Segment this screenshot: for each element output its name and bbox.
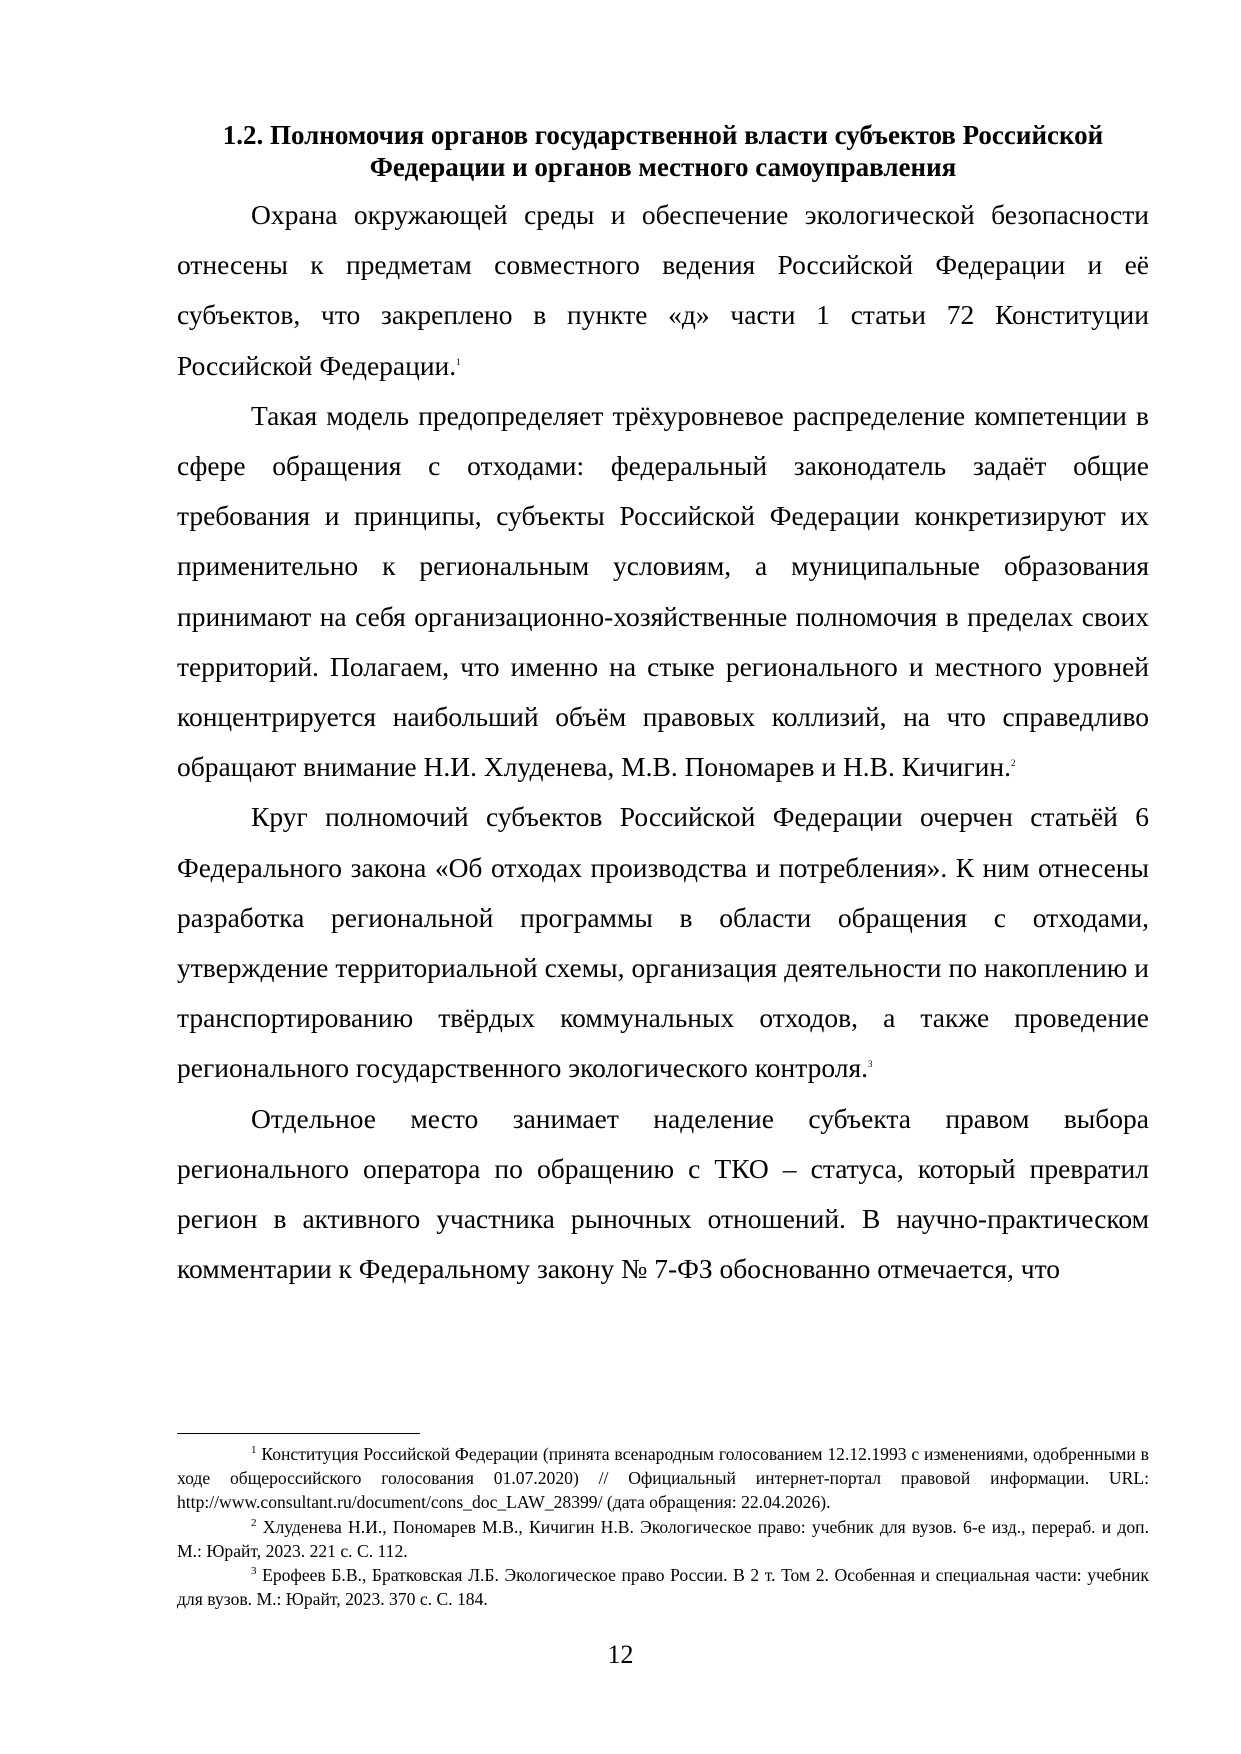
footnote-3 bbox=[177, 1563, 1149, 1611]
paragraph-4 bbox=[177, 1094, 1149, 1295]
footnote-ref-2: 2 bbox=[1010, 758, 1016, 769]
paragraph-text: Охрана окружающей среды и обеспечение экологической безопасности отнесены к предметам совместного ведения Российской Федерации и её субъектов, что закреплено в пункте «д» части 1 статьи 72 Конституции Российской Федерации. bbox=[177, 199, 1149, 381]
section-heading-line-2: Федерации и органов местного самоуправления bbox=[369, 152, 957, 182]
section-heading bbox=[170, 119, 1156, 183]
paragraph-text: Круг полномочий субъектов Российской Федерации очерчен статьёй 6 Федерального закона «Об отходах производства и потребления». К ним отнесены разработка региональной программы в области обращения с отходами, утверждение территориальной схемы, организация деятельности по накоплению и транспортированию твёрдых коммунальных отходов, а также проведение регионального государственного экологического контроля. bbox=[177, 801, 1149, 1084]
footnote-number: 3 bbox=[251, 1565, 257, 1578]
footnotes bbox=[177, 1442, 1149, 1611]
footnote-number: 2 bbox=[251, 1516, 257, 1529]
footnote-text: Ерофеев Б.В., Братковская Л.Б. Экологическое право России. В 2 т. Том 2. Особенная и специальная части: учебник для вузов. М.: Юрайт, 2023. 370 с. С. 184. bbox=[177, 1565, 1149, 1610]
body-text bbox=[177, 190, 1149, 1294]
footnote-text: Конституция Российской Федерации (принята всенародным голосованием 12.12.1993 с изменениями, одобренными в ходе общероссийского голосования 01.07.2020) // Официальный интернет-портал правовой информации. URL: http://www.consultant.ru/document/cons_doc_LAW_28399/ (дата обращения: 22.04.2026). bbox=[177, 1444, 1149, 1513]
footnote-separator bbox=[177, 1433, 420, 1434]
paragraph-1 bbox=[177, 190, 1149, 391]
page-number: 12 bbox=[607, 1640, 634, 1669]
footnote-2 bbox=[177, 1515, 1149, 1563]
paragraph-text: Отдельное место занимает наделение субъекта правом выбора регионального оператора по обращению с ТКО – статуса, который превратил регион в активного участника рыночных отношений. В научно-практическом комментарии к Федеральному закону № 7-ФЗ обоснованно отмечается, что bbox=[177, 1102, 1149, 1285]
footnote-number: 1 bbox=[251, 1444, 257, 1457]
footnote-ref-1: 1 bbox=[456, 356, 461, 367]
footnote-ref-3: 3 bbox=[867, 1059, 873, 1070]
section-heading-line-1: 1.2. Полномочия органов государственной власти субъектов Российской bbox=[222, 120, 1104, 150]
footnote-text: Хлуденева Н.И., Пономарев М.В., Кичигин Н.В. Экологическое право: учебник для вузов. 6-е изд., перераб. и доп. М.: Юрайт, 2023. 221 с. С. 112. bbox=[177, 1516, 1149, 1561]
paragraph-text: Такая модель предопределяет трёхуровневое распределение компетенции в сфере обращения с отходами: федеральный законодатель задаёт общие требования и принципы, субъекты Российской Федерации конкретизируют их применительно к региональным условиям, а муниципальные образования принимают на себя организационно-хозяйственные полномочия в пределах своих территорий. Полагаем, что именно на стыке регионального и местного уровней концентрируется наибольший объём правовых коллизий, на что справедливо обращают внимание Н.И. Хлуденева, М.В. Пономарев и Н.В. Кичигин. bbox=[177, 399, 1149, 783]
paragraph-2 bbox=[177, 391, 1149, 793]
paragraph-3 bbox=[177, 792, 1149, 1093]
footnote-1 bbox=[177, 1442, 1149, 1515]
